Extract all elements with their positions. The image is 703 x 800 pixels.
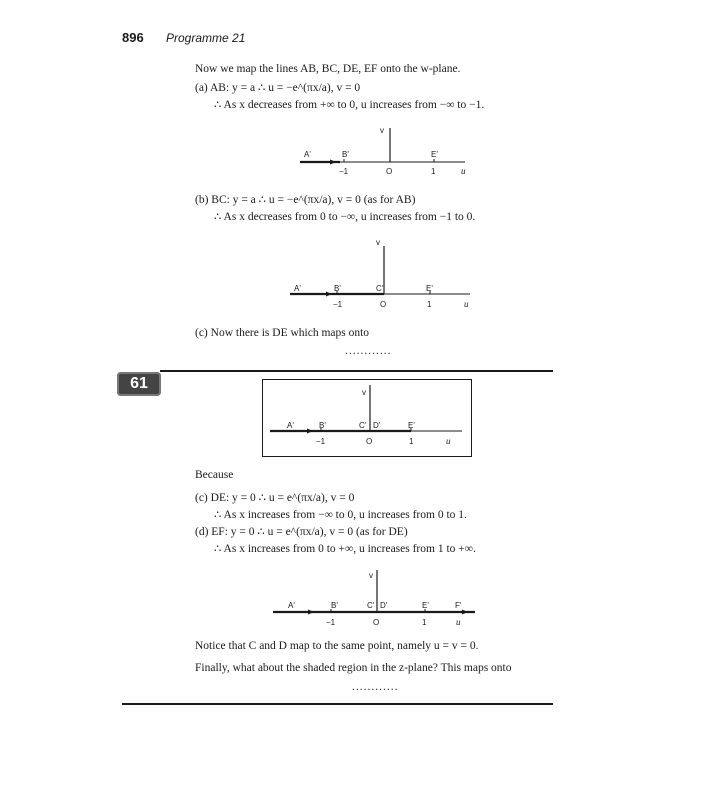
label-b: B' <box>319 421 326 430</box>
part-d-therefore: ∴ As x increases from 0 to +∞, u increases from 1 to +∞. <box>214 543 476 555</box>
label-a: A' <box>304 150 311 159</box>
label-e: E' <box>408 421 415 430</box>
label-a: A' <box>287 421 294 430</box>
final-answer-dots: ............ <box>352 681 399 693</box>
label-c: C' <box>376 284 384 293</box>
tick-one: 1 <box>409 437 414 446</box>
intro-text: Now we map the lines AB, BC, DE, EF onto the w-plane. <box>195 63 461 75</box>
u-axis-label: u <box>461 166 466 176</box>
tick-one: 1 <box>422 618 427 627</box>
label-d: D' <box>380 601 388 610</box>
because-text: Because <box>195 469 234 481</box>
part-a-equation: (a) AB: y = a ∴ u = −e^(πx/a), v = 0 <box>195 82 361 94</box>
u-axis-label: u <box>464 299 469 309</box>
part-b-therefore: ∴ As x decreases from 0 to −∞, u increases from −1 to 0. <box>214 211 476 223</box>
part-c-prompt: (c) Now there is DE which maps onto <box>195 327 370 339</box>
label-a: A' <box>288 601 295 610</box>
tick-zero: O <box>373 618 380 627</box>
answer-dots: ............ <box>345 345 392 357</box>
tick-one: 1 <box>431 167 436 176</box>
label-e: E' <box>426 284 433 293</box>
part-c-therefore: ∴ As x increases from −∞ to 0, u increases from 0 to 1. <box>214 509 467 521</box>
part-c-de-equation: (c) DE: y = 0 ∴ u = e^(πx/a), v = 0 <box>195 492 355 504</box>
v-axis-label: v <box>380 126 384 135</box>
tick-minus-one: −1 <box>339 167 349 176</box>
tick-minus-one: −1 <box>326 618 336 627</box>
v-axis-label: v <box>369 571 373 580</box>
label-c: C' <box>359 421 367 430</box>
label-b: B' <box>342 150 349 159</box>
tick-minus-one: −1 <box>316 437 326 446</box>
v-axis-label: v <box>376 238 380 247</box>
label-b: B' <box>334 284 341 293</box>
label-e: E' <box>431 150 438 159</box>
u-axis-label: u <box>446 436 451 446</box>
label-d: D' <box>373 421 381 430</box>
part-d-ef-equation: (d) EF: y = 0 ∴ u = e^(πx/a), v = 0 (as for DE) <box>195 526 408 538</box>
finally-text: Finally, what about the shaded region in the z-plane? This maps onto <box>195 662 512 674</box>
u-axis-label: u <box>456 617 461 627</box>
programme-title: Programme 21 <box>166 31 246 45</box>
part-b-equation: (b) BC: y = a ∴ u = −e^(πx/a), v = 0 (as for AB) <box>195 194 416 206</box>
label-c: C' <box>367 601 375 610</box>
label-a: A' <box>294 284 301 293</box>
label-f: F' <box>455 601 462 610</box>
label-b: B' <box>331 601 338 610</box>
tick-zero: O <box>366 437 373 446</box>
page-number: 896 <box>122 30 144 45</box>
tick-minus-one: −1 <box>333 300 343 309</box>
part-a-therefore: ∴ As x decreases from +∞ to 0, u increases from −∞ to −1. <box>214 99 485 111</box>
tick-zero: O <box>380 300 387 309</box>
notice-text: Notice that C and D map to the same point, namely u = v = 0. <box>195 640 479 652</box>
v-axis-label: v <box>362 388 366 397</box>
label-e: E' <box>422 601 429 610</box>
frame-number: 61 <box>130 375 148 392</box>
frame-rule-bottom <box>122 703 553 705</box>
tick-zero: O <box>386 167 393 176</box>
tick-one: 1 <box>427 300 432 309</box>
